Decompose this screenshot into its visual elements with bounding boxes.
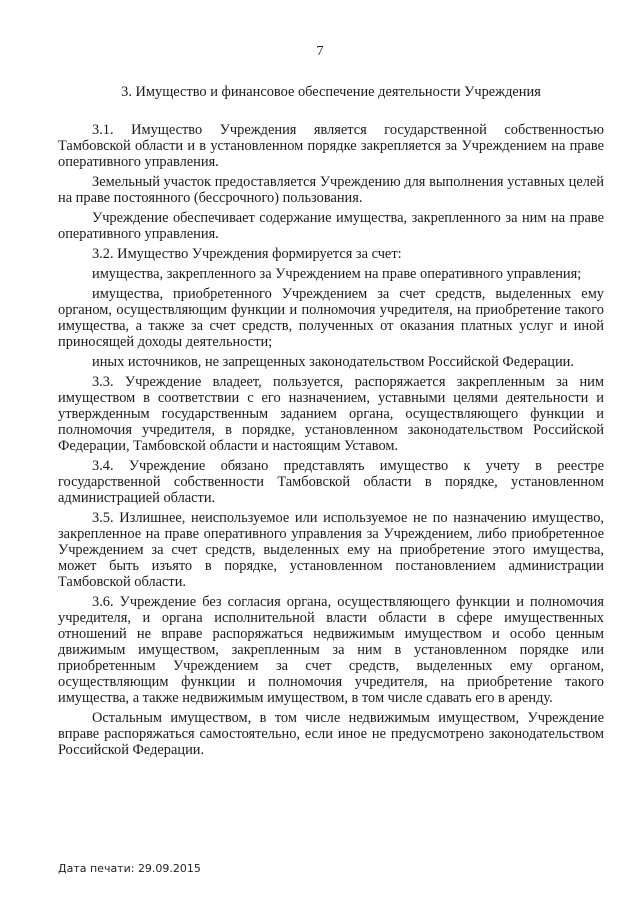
page-number: 7 xyxy=(316,44,324,59)
section-title: 3. Имущество и финансовое обеспечение деятельности Учреждения xyxy=(121,84,541,100)
paragraph-3-2: 3.2. Имущество Учреждения формируется за счет: xyxy=(92,246,402,262)
document-body xyxy=(58,84,604,762)
paragraph-3-2-item-3: иных источников, не запрещенных законодательством Российской Федерации. xyxy=(92,354,574,370)
paragraph-other-property: Остальным имуществом, в том числе недвижимым имуществом, Учреждение вправе распоряжаться самостоятельно, если иное не предусмотрено законодательством Российской Федерации. xyxy=(58,710,604,758)
paragraph-3-1: 3.1. Имущество Учреждения является государственной собственностью Тамбовской области и в установленном порядке закрепляется за Учреждением на праве оперативного управления. xyxy=(58,122,604,170)
paragraph-3-4: 3.4. Учреждение обязано представлять имущество к учету в реестре государственной собственности Тамбовской области в порядке, установленном администрацией области. xyxy=(58,458,604,506)
paragraph-land-plot: Земельный участок предоставляется Учреждению для выполнения уставных целей на праве постоянного (бессрочного) пользования. xyxy=(58,174,604,206)
paragraph-3-2-item-2: имущества, приобретенного Учреждением за счет средств, выделенных ему органом, осуществляющим функции и полномочия учредителя, на приобретение такого имущества, а также за счет средств, полученных от оказания платных услуг и иной приносящей доходы деятельности; xyxy=(58,286,604,350)
paragraph-3-5: 3.5. Излишнее, неиспользуемое или используемое не по назначению имущество, закрепленное на праве оперативного управления за Учреждением, либо приобретенное Учреждением за счет средств, выделенных ему на приобретение этого имущества, может быть изъято в порядке, установленном постановлением администрации Тамбовской области. xyxy=(58,510,604,590)
paragraph-maintenance: Учреждение обеспечивает содержание имущества, закрепленного за ним на праве оперативного управления. xyxy=(58,210,604,242)
paragraph-3-2-item-1: имущества, закрепленного за Учреждением на праве оперативного управления; xyxy=(92,266,582,282)
paragraph-3-3: 3.3. Учреждение владеет, пользуется, распоряжается закрепленным за ним имуществом в соответствии с его назначением, уставными целями деятельности и утвержденным государственным заданием органа, осуществляющего функции и полномочия учредителя, в порядке, установленном законодательством Российской Федерации, Тамбовской области и настоящим Уставом. xyxy=(58,374,604,454)
print-date-footer: Дата печати: 29.09.2015 xyxy=(58,862,201,875)
paragraph-3-6: 3.6. Учреждение без согласия органа, осуществляющего функции и полномочия учредителя, и органа исполнительной власти области в сфере имущественных отношений не вправе распоряжаться недвижимым имуществом и особо ценным движимым имуществом, закрепленным за ним в установленном порядке или приобретенным Учреждением за счет средств, выделенных ему органом, осуществляющим функции и полномочия учредителя, на приобретение такого имущества, а также недвижимым имуществом, в том числе сдавать его в аренду. xyxy=(58,594,604,706)
